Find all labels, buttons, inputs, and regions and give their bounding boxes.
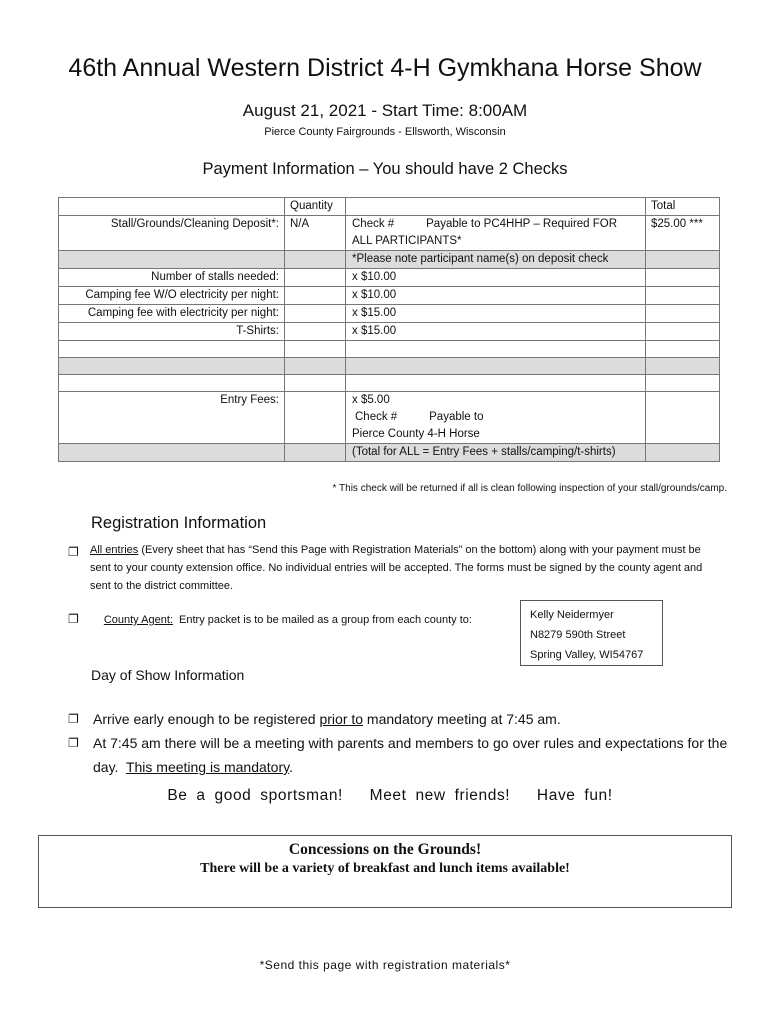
- entry-price: x $5.00: [352, 394, 390, 406]
- arrive-text: Arrive early enough to be registered: [93, 711, 320, 727]
- camping-w-price: x $15.00: [346, 305, 646, 323]
- entry-fees-label: Entry Fees:: [59, 392, 285, 444]
- checkbox-icon: ❐: [68, 736, 79, 750]
- table-row: [59, 375, 720, 392]
- stall-deposit-qty: N/A: [285, 216, 346, 251]
- meeting-text-end: .: [289, 759, 293, 775]
- entry-fees-detail: [346, 392, 646, 444]
- address-city: Spring Valley, WI54767: [530, 649, 644, 661]
- registration-item-agent: [68, 612, 472, 626]
- meeting-mandatory-text: This meeting is mandatory: [125, 759, 290, 775]
- quantity-header: Quantity: [285, 198, 346, 216]
- table-row: [59, 341, 720, 358]
- registration-heading: Registration Information: [91, 514, 267, 532]
- camping-w-total-field[interactable]: [646, 305, 720, 323]
- table-row: [59, 269, 720, 287]
- table-row: [59, 287, 720, 305]
- payment-table: [58, 197, 720, 462]
- location: Pierce County Fairgrounds - Ellsworth, Wisconsin: [264, 126, 506, 138]
- arrive-text-end: mandatory meeting at 7:45 am.: [363, 711, 561, 727]
- address-street: N8279 590th Street: [530, 629, 626, 641]
- tshirt-qty-field[interactable]: [285, 323, 346, 341]
- stalls-qty-field[interactable]: [285, 269, 346, 287]
- stalls-label: Number of stalls needed:: [59, 269, 285, 287]
- table-header-row: [59, 198, 720, 216]
- concessions-text: There will be a variety of breakfast and lunch items available!: [200, 861, 570, 876]
- tshirt-label: T-Shirts:: [59, 323, 285, 341]
- camping-wo-total-field[interactable]: [646, 287, 720, 305]
- table-row: [59, 216, 720, 251]
- tshirt-total-field[interactable]: [646, 323, 720, 341]
- entry-qty-field[interactable]: [285, 392, 346, 444]
- total-header: Total: [646, 198, 720, 216]
- stalls-total-field[interactable]: [646, 269, 720, 287]
- camping-wo-qty-field[interactable]: [285, 287, 346, 305]
- stall-deposit-total: $25.00 ***: [646, 216, 720, 251]
- sportsmanship-slogan: Be a good sportsman! Meet new friends! Have fun!: [167, 787, 613, 804]
- checkbox-icon: ❐: [68, 545, 79, 559]
- checkbox-icon: ❐: [68, 712, 79, 726]
- prior-to-text: prior to: [319, 711, 364, 727]
- registration-item-entries: [68, 541, 718, 595]
- meeting-text: At 7:45 am there will be a meeting with parents and members to go over rules and expectations for the day.: [93, 735, 732, 775]
- table-row: [59, 358, 720, 375]
- date-time: August 21, 2021 - Start Time: 8:00AM: [242, 101, 528, 120]
- entry-payee: Pierce County 4-H Horse: [352, 428, 480, 440]
- table-row: [59, 251, 720, 269]
- table-row: [59, 392, 720, 444]
- tshirt-price: x $15.00: [346, 323, 646, 341]
- camping-w-qty-field[interactable]: [285, 305, 346, 323]
- county-agent-text: Entry packet is to be mailed as a group from each county to:: [172, 614, 472, 626]
- entry-check: Check # Payable to: [355, 411, 484, 423]
- address-name: Kelly Neidermyer: [530, 609, 614, 621]
- day-of-show-heading: Day of Show Information: [91, 667, 245, 683]
- page-title: 46th Annual Western District 4-H Gymkhana Horse Show: [68, 54, 702, 82]
- checkbox-icon: ❐: [68, 612, 79, 626]
- all-entries-text: (Every sheet that has “Send this Page with Registration Materials” on the bottom) along with your payment must be sent to your county extension office. No individual entries will be accepted. The forms must be signed by the county agent and sent to the district committee.: [90, 544, 703, 592]
- day-item-meeting: [68, 731, 738, 779]
- camping-wo-price: x $10.00: [346, 287, 646, 305]
- stall-check-line1: Check # Payable to PC4HHP – Required FOR: [352, 218, 618, 230]
- stall-deposit-label: Stall/Grounds/Cleaning Deposit*:: [59, 216, 285, 251]
- stall-check-line2: ALL PARTICIPANTS*: [352, 235, 462, 247]
- deposit-note: *Please note participant name(s) on deposit check: [346, 251, 646, 269]
- all-entries-label: All entries: [90, 544, 139, 556]
- day-item-arrive: [68, 707, 738, 731]
- mailing-address: [520, 600, 663, 666]
- send-page-footer: *Send this page with registration materials*: [259, 958, 511, 972]
- table-row: [59, 444, 720, 462]
- payment-heading: Payment Information – You should have 2 Checks: [202, 160, 568, 178]
- concessions-box: [38, 835, 732, 908]
- total-note: (Total for ALL = Entry Fees + stalls/camping/t-shirts): [346, 444, 646, 462]
- table-row: [59, 305, 720, 323]
- stalls-price: x $10.00: [346, 269, 646, 287]
- return-footnote: * This check will be returned if all is clean following inspection of your stall/grounds/camp.: [332, 483, 727, 494]
- entry-total-field[interactable]: [646, 392, 720, 444]
- stall-deposit-check: [346, 216, 646, 251]
- concessions-title: Concessions on the Grounds!: [288, 841, 482, 858]
- county-agent-label: County Agent:: [103, 614, 173, 626]
- camping-wo-label: Camping fee W/O electricity per night:: [59, 287, 285, 305]
- table-row: [59, 323, 720, 341]
- camping-w-label: Camping fee with electricity per night:: [59, 305, 285, 323]
